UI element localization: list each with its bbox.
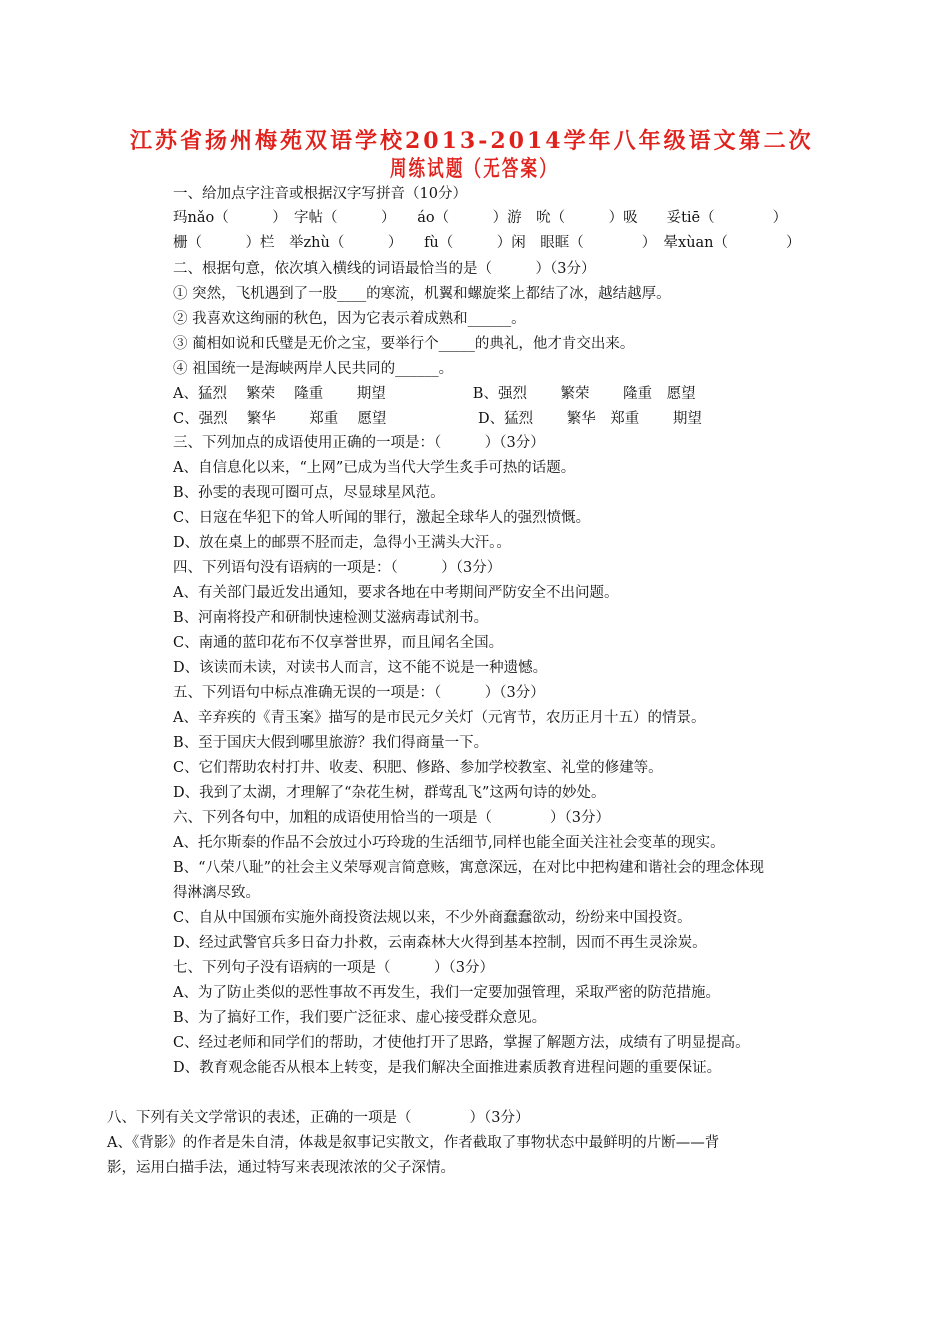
section-4-heading: 四、下列语句没有语病的一项是：（ ）（3分） [173,560,502,576]
section-4-option-a: A、有关部门最近发出通知，要求各地在中考期间严防安全不出问题。 [173,585,619,601]
section-4-option-c: C、南通的蓝印花布不仅享誉世界，而且闻名全国。 [173,635,504,651]
section-7-heading: 七、下列句子没有语病的一项是（ ）（3分） [173,960,494,976]
section-7-option-c: C、经过老师和同学们的帮助，才使他打开了思路，掌握了解题方法，成绩有了明显提高。 [173,1035,750,1051]
section-1-row-2: 栅（ ）栏 举zhù（ ） fù（ ）闲 眼眶（ ） 晕xùan（ ） [173,235,801,251]
section-2-heading: 二、根据句意，依次填入横线的词语最恰当的是（ ）（3分） [173,261,596,277]
section-6-option-c: C、自从中国颁布实施外商投资法规以来，不少外商蠢蠢欲动，纷纷来中国投资。 [173,910,692,926]
section-1-heading: 一、给加点字注音或根据汉字写拼音（10分） [173,186,467,202]
section-4-option-d: D、该读而未读，对读书人而言，这不能不说是一种遗憾。 [173,660,548,676]
section-7-option-a: A、为了防止类似的恶性事故不再发生，我们一定要加强管理，采取严密的防范措施。 [173,985,720,1001]
section-8-heading: 八、下列有关文学常识的表述，正确的一项是（ ）（3分） [107,1110,530,1126]
section-5-option-a: A、辛弃疾的《青玉案》描写的是市民元夕关灯（元宵节，农历正月十五）的情景。 [173,710,706,726]
section-2-sentence-1: ① 突然，飞机遇到了一股____的寒流，机翼和螺旋桨上都结了冰，越结越厚。 [173,286,671,302]
section-3-heading: 三、下列加点的成语使用正确的一项是：（ ）（3分） [173,435,545,451]
section-2-options-cd: C、强烈 繁华 郑重 愿望 D、猛烈 繁华 郑重 期望 [173,411,702,427]
section-7-option-b: B、为了搞好工作，我们要广泛征求、虚心接受群众意见。 [173,1010,547,1026]
section-6-option-b-line-2: 得淋漓尽致。 [173,885,260,901]
section-2-sentence-4: ④ 祖国统一是海峡两岸人民共同的______。 [173,361,454,377]
section-3-option-d: D、放在桌上的邮票不胫而走，急得小王满头大汗。。 [173,535,511,551]
section-8-option-a-line-1: A、《背影》的作者是朱自清，体裁是叙事记实散文，作者截取了事物状态中最鲜明的片断——背 [107,1135,720,1151]
section-4-option-b: B、河南将投产和研制快速检测艾滋病毒试剂书。 [173,610,489,626]
section-1-row-1: 玛nǎo（ ） 字帖（ ） áo（ ）游 吮（ ）吸 妥tiē（ ） [173,210,788,226]
section-3-option-c: C、日寇在华犯下的耸人听闻的罪行，激起全球华人的强烈愤慨。 [173,510,591,526]
section-5-heading: 五、下列语句中标点准确无误的一项是：（ ）（3分） [173,685,545,701]
section-2-sentence-3: ③ 蔺相如说和氏璧是无价之宝，要举行个_____的典礼，他才肯交出来。 [173,336,635,352]
section-2-sentence-2: ② 我喜欢这绚丽的秋色，因为它表示着成熟和______。 [173,311,526,327]
section-3-option-a: A、自信息化以来，“上网”已成为当代大学生炙手可热的话题。 [173,460,576,476]
section-7-option-d: D、教育观念能否从根本上转变，是我们解决全面推进素质教育进程问题的重要保证。 [173,1060,722,1076]
section-5-option-b: B、至于国庆大假到哪里旅游？我们得商量一下。 [173,735,489,751]
section-6-option-a: A、托尔斯泰的作品不会放过小巧玲珑的生活细节,同样也能全面关注社会变革的现实。 [173,835,725,851]
section-3-option-b: B、孙雯的表现可圈可点，尽显球星风范。 [173,485,445,501]
section-8-option-a-line-2: 影，运用白描手法，通过特写来表现浓浓的父子深情。 [107,1160,455,1176]
section-5-option-d: D、我到了太湖，才理解了“杂花生树，群莺乱飞”这两句诗的妙处。 [173,785,606,801]
section-6-heading: 六、下列各句中，加粗的成语使用恰当的一项是（ ）（3分） [173,810,610,826]
page-title-line-2: 周练试题（无答案） [390,156,558,182]
section-6-option-b-line-1: B、“八荣八耻”的社会主义荣辱观言简意赅，寓意深远，在对比中把构建和谐社会的理念体现 [173,860,764,876]
section-5-option-c: C、它们帮助农村打井、收麦、积肥、修路、参加学校教室、礼堂的修建等。 [173,760,663,776]
page-title-line-1: 江苏省扬州梅苑双语学校2013-2014学年八年级语文第二次 [130,128,814,154]
section-2-options-ab: A、猛烈 繁荣 隆重 期望 B、强烈 繁荣 隆重 愿望 [173,386,696,402]
section-6-option-d: D、经过武警官兵多日奋力扑救，云南森林大火得到基本控制，因而不再生灵涂炭。 [173,935,707,951]
